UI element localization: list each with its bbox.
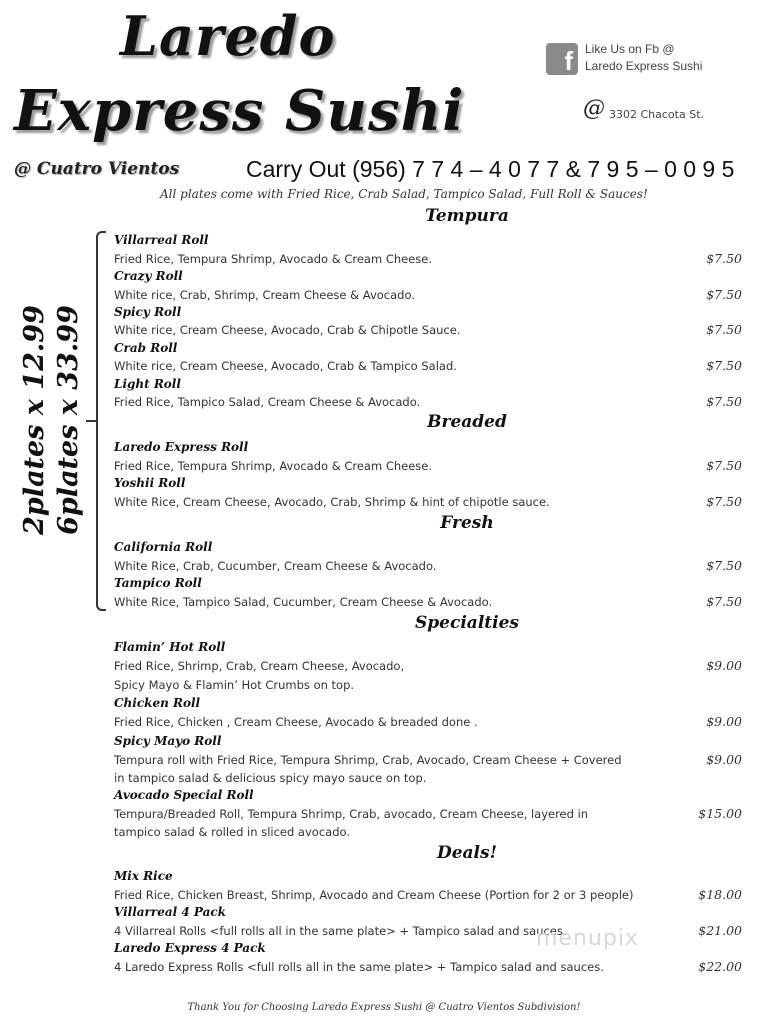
item-name: Tampico Roll [114,576,202,590]
item-price: $7.50 [706,494,742,509]
item-desc: in tampico salad & delicious spicy mayo sauce on top. [114,771,427,785]
item-price: $9.00 [706,658,742,673]
section-breaded: Breaded [427,412,507,432]
footer-thanks: Thank You for Choosing Laredo Express Sushi @ Cuatro Vientos Subdivision! [187,1002,581,1013]
item-name: Villarreal Roll [114,233,209,247]
item-name: Yoshii Roll [114,476,186,490]
item-price: $7.50 [706,558,742,573]
item-desc: White Rice, Tampico Salad, Cucumber, Cream Cheese & Avocado. [114,595,493,609]
fb-line2: Laredo Express Sushi [585,59,703,73]
item-desc: Tempura/Breaded Roll, Tempura Shrimp, Crab, avocado, Cream Cheese, layered in [114,807,589,821]
plate-pricing-line1: 2plates x 12.99 [19,305,50,535]
location-label: @ Cuatro Vientos [14,159,180,179]
item-desc: Spicy Mayo & Flamin’ Hot Crumbs on top. [114,678,355,692]
phone-numbers: Carry Out (956) 7 7 4 – 4 0 7 7 & 7 9 5 – 0 0 9 5 [246,156,735,182]
item-desc: White rice, Cream Cheese, Avocado, Crab & Tampico Salad. [114,359,457,373]
item-name: Light Roll [114,377,181,391]
item-name: Laredo Express 4 Pack [114,941,266,955]
item-price: $7.50 [706,322,742,337]
item-desc: 4 Villarreal Rolls <full rolls all in the same plate> + Tampico salad and sauces. [114,924,567,938]
restaurant-title-line1: Laredo [120,4,336,68]
item-desc: Fried Rice, Shrimp, Crab, Cream Cheese, Avocado, [114,659,405,673]
item-name: Laredo Express Roll [114,440,249,454]
item-name: Chicken Roll [114,696,201,710]
facebook-promo [585,41,702,75]
item-name: Crab Roll [114,341,178,355]
item-price: $18.00 [698,887,742,902]
item-desc: White Rice, Cream Cheese, Avocado, Crab, Shrimp & hint of chipotle sauce. [114,495,550,509]
section-tempura: Tempura [425,206,509,226]
item-price: $7.50 [706,394,742,409]
plates-note: All plates come with Fried Rice, Crab Salad, Tampico Salad, Full Roll & Sauces! [160,187,648,201]
item-name: Spicy Roll [114,305,182,319]
item-desc: 4 Laredo Express Rolls <full rolls all in the same plate> + Tampico salad and sauces. [114,960,604,974]
facebook-icon: f [546,43,578,75]
bracket-tick [86,420,98,422]
item-desc: Fried Rice, Tempura Shrimp, Avocado & Cream Cheese. [114,459,433,473]
item-name: Crazy Roll [114,269,183,283]
item-desc: White rice, Cream Cheese, Avocado, Crab & Chipotle Sauce. [114,323,461,337]
item-name: Spicy Mayo Roll [114,734,222,748]
item-price: $7.50 [706,251,742,266]
section-fresh: Fresh [440,513,494,533]
item-desc: Fried Rice, Tampico Salad, Cream Cheese & Avocado. [114,395,421,409]
item-desc: Tempura roll with Fried Rice, Tempura Shrimp, Crab, Avocado, Cream Cheese + Covered [114,753,622,767]
item-name: Flamin’ Hot Roll [114,640,226,654]
plate-pricing-note [18,305,86,535]
item-price: $22.00 [698,959,742,974]
watermark: menupix [536,926,639,951]
item-price: $7.50 [706,358,742,373]
item-price: $7.50 [706,458,742,473]
item-price: $21.00 [698,923,742,938]
item-price: $9.00 [706,714,742,729]
item-desc: White Rice, Crab, Cucumber, Cream Cheese & Avocado. [114,559,437,573]
item-name: California Roll [114,540,213,554]
item-desc: Fried Rice, Chicken Breast, Shrimp, Avocado and Cream Cheese (Portion for 2 or 3 people) [114,888,634,902]
section-deals: Deals! [436,843,498,863]
at-icon: @ [583,96,605,121]
item-desc: tampico salad & rolled in sliced avocado. [114,825,350,839]
address: 3302 Chacota St. [609,108,705,121]
item-price: $7.50 [706,287,742,302]
item-desc: Fried Rice, Chicken , Cream Cheese, Avocado & breaded done . [114,715,478,729]
item-price: $7.50 [706,594,742,609]
restaurant-title-line2: Express Sushi [14,78,465,144]
section-specialties: Specialties [415,613,519,633]
item-name: Mix Rice [114,869,173,883]
item-desc: Fried Rice, Tempura Shrimp, Avocado & Cream Cheese. [114,252,433,266]
item-name: Villarreal 4 Pack [114,905,226,919]
item-price: $15.00 [698,806,742,821]
fb-line1: Like Us on Fb @ [585,42,675,56]
item-price: $9.00 [706,752,742,767]
item-desc: White rice, Crab, Shrimp, Cream Cheese & Avocado. [114,288,415,302]
plate-pricing-line2: 6plates x 33.99 [53,305,84,535]
item-name: Avocado Special Roll [114,788,254,802]
